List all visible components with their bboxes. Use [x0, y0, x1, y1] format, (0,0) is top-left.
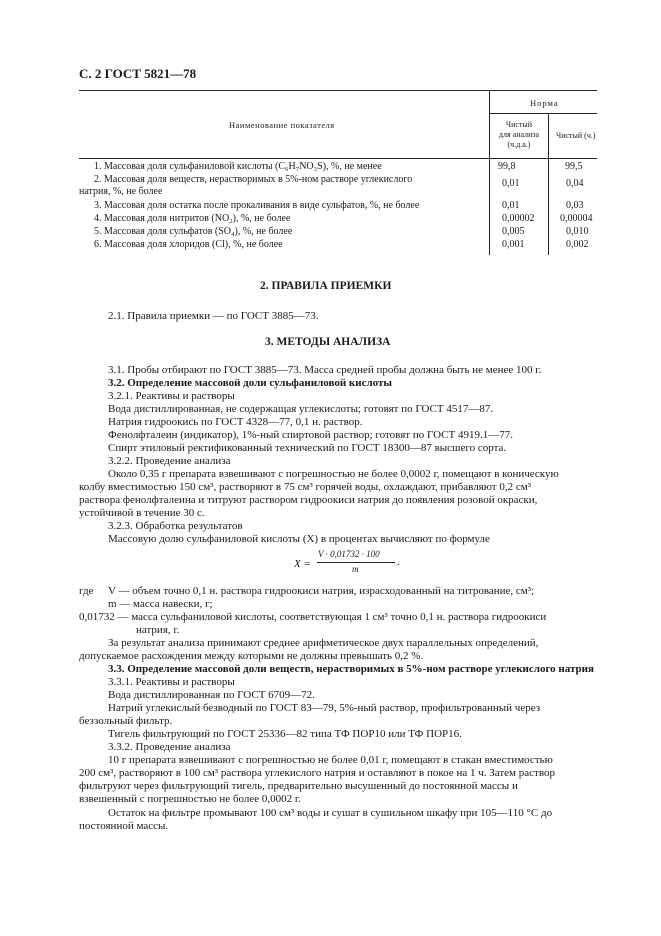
row-name: 2. Массовая доля веществ, нерастворимых в 5%-ном растворе углекислого	[94, 174, 413, 185]
row-value-pure: 0,010	[566, 226, 589, 237]
table-vline-2	[548, 113, 549, 255]
reagent-line: Тигель фильтрующий по ГОСТ 25336—82 типа ТФ ПОР10 или ТФ ПОР16.	[108, 728, 462, 740]
paragraph-2-1: 2.1. Правила приемки — по ГОСТ 3885—73.	[108, 310, 319, 322]
legend-constant: 0,01732 — масса сульфаниловой кислоты, соответствующая 1 см³ точно 0,1 н. раствора гидроокиси	[79, 611, 547, 623]
subsection-3-3-2: 3.3.2. Проведение анализа	[108, 741, 231, 753]
body-line: взвешенный с погрешностью не более 0,0002 г.	[79, 793, 301, 805]
body-line: допускаемое расхождения между которыми не должны превышать 0,2 %.	[79, 650, 424, 662]
row-value-pure: 0,00004	[560, 213, 593, 224]
formula-numerator: V · 0,01732 · 100	[318, 549, 380, 559]
body-line: Остаток на фильтре промывают 100 см³ воды и сушат в сушильном шкафу при 105—110 °С до	[108, 807, 553, 819]
row-value-pure-analysis: 0,005	[502, 226, 525, 237]
section-2-title: 2. ПРАВИЛА ПРИЕМКИ	[260, 280, 392, 292]
body-line: 10 г препарата взвешивают с погрешностью не более 0,01 г, помещают в стакан вместимостью	[108, 754, 553, 766]
row-name: 6. Массовая доля хлоридов (Cl), %, не более	[94, 239, 283, 250]
legend-constant-cont: натрия, г.	[136, 624, 180, 636]
body-line: За результат анализа принимают среднее арифметическое двух параллельных определений,	[108, 637, 539, 649]
formula-fraction-bar	[317, 562, 395, 563]
row-value-pure: 0,03	[566, 200, 584, 211]
formula-lhs: X =	[294, 558, 311, 570]
subsection-3-2-2: 3.2.2. Проведение анализа	[108, 455, 231, 467]
subsection-3-2-1: 3.2.1. Реактивы и растворы	[108, 390, 235, 402]
body-line: колбу вместимостью 150 см³, растворяют в 75 см³ горячей воды, охлаждают, прибавляют 0,2 см³	[79, 481, 532, 493]
col-norm-header: Норма	[530, 98, 559, 108]
legend-m: m — масса навески, г;	[108, 598, 213, 610]
formula-tail: .	[397, 556, 400, 568]
body-line: устойчивой в течение 30 с.	[79, 507, 205, 519]
row-name: 1. Массовая доля сульфаниловой кислоты (C₆H₇NO₃S), %, не менее	[94, 161, 382, 172]
col-pure-analysis-line2: для анализа	[498, 130, 540, 139]
col-name-header: Наименование показателя	[229, 120, 335, 130]
row-value-pure: 99,5	[565, 161, 583, 172]
row-value-pure: 0,04	[566, 178, 584, 189]
row-value-pure-analysis: 99,8	[498, 161, 516, 172]
reagent-line: Вода дистиллированная, не содержащая углекислоты; готовят по ГОСТ 4517—87.	[108, 403, 494, 415]
row-name: 3. Массовая доля остатка после прокаливания в виде сульфатов, %, не более	[94, 200, 420, 211]
col-pure-analysis-line3: (ч.д.а.)	[507, 140, 531, 149]
subsection-3-2-title: 3.2. Определение массовой доли сульфаниловой кислоты	[108, 377, 393, 389]
body-line: Массовую долю сульфаниловой кислоты (X) в процентах вычисляют по формуле	[108, 533, 490, 545]
legend-v: V — объем точно 0,1 н. раствора гидроокиси натрия, израсходованный на титрование, см³;	[108, 585, 535, 597]
section-3-title: 3. МЕТОДЫ АНАЛИЗА	[265, 336, 391, 348]
row-value-pure-analysis: 0,001	[502, 239, 525, 250]
table-header-rule	[79, 158, 597, 159]
reagent-line: Фенолфталеин (индикатор), 1%-ный спиртовой раствор; готовят по ГОСТ 4919.1—77.	[108, 429, 513, 441]
col-pure-header: Чистый (ч.)	[556, 131, 596, 140]
row-value-pure-analysis: 0,00002	[502, 213, 535, 224]
subsection-3-3-1: 3.3.1. Реактивы и растворы	[108, 676, 235, 688]
where-label: где	[79, 585, 94, 597]
page-header: С. 2 ГОСТ 5821—78	[79, 66, 197, 81]
paragraph-3-1: 3.1. Пробы отбирают по ГОСТ 3885—73. Масса средней пробы должна быть не менее 100 г.	[108, 364, 542, 376]
row-name: 4. Массовая доля нитритов (NO₂), %, не более	[94, 213, 291, 224]
col-pure-analysis-header	[490, 120, 548, 150]
table-norm-rule	[489, 113, 597, 114]
reagent-line-cont: беззольный фильтр.	[79, 715, 173, 727]
row-name-cont: натрия, %, не более	[79, 186, 163, 197]
subsection-3-3-title: 3.3. Определение массовой доли веществ, нерастворимых в 5%-ном растворе углекислого натрия	[108, 663, 594, 675]
table-vline-1	[489, 90, 490, 255]
col-pure-analysis-line1: Чистый	[505, 120, 533, 129]
row-name: 5. Массовая доля сульфатов (SO₄), %, не более	[94, 226, 293, 237]
body-line: постоянной массы.	[79, 820, 169, 832]
reagent-line: Спирт этиловый ректификованный технический по ГОСТ 18300—87 высшего сорта.	[108, 442, 507, 454]
reagent-line: Натрий углекислый безводный по ГОСТ 83—79, 5%-ный раствор, профильтрованный через	[108, 702, 541, 714]
body-line: Около 0,35 г препарата взвешивают с погрешностью не более 0,0002 г, помещают в коническую	[108, 468, 559, 480]
subsection-3-2-3: 3.2.3. Обработка результатов	[108, 520, 243, 532]
row-value-pure-analysis: 0,01	[502, 178, 520, 189]
reagent-line: Натрия гидроокись по ГОСТ 4328—77, 0,1 н. раствор.	[108, 416, 363, 428]
body-line: 200 см³, растворяют в 100 см³ раствора углекислого натрия и оставляют в покое на 1 ч. Затем раствор	[79, 767, 555, 779]
row-value-pure: 0,002	[566, 239, 589, 250]
formula-denominator: m	[352, 564, 359, 574]
body-line: раствора фенолфталеина и титруют раствором гидроокиси натрия до появления розовой окраски,	[79, 494, 538, 506]
row-value-pure-analysis: 0,01	[502, 200, 520, 211]
table-top-rule	[79, 90, 597, 91]
reagent-line: Вода дистиллированная по ГОСТ 6709—72.	[108, 689, 315, 701]
body-line: фильтруют через фильтрующий тигель, предварительно высушенный до постоянной массы и	[79, 780, 518, 792]
